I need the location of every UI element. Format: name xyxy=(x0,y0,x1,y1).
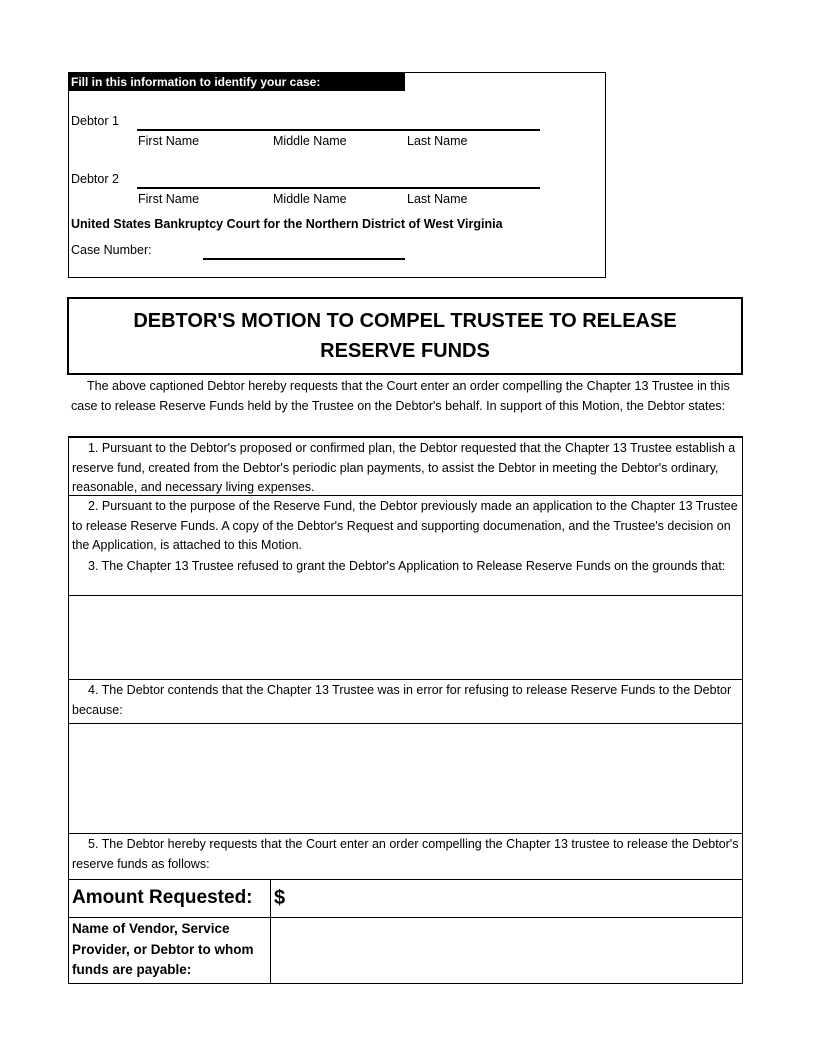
vendor-label: Name of Vendor, Service Provider, or Debtor to whom funds are payable: xyxy=(72,921,254,977)
debtor1-middle-name-label: Middle Name xyxy=(273,134,347,148)
intro-paragraph: The above captioned Debtor hereby requests that the Court enter an order compelling the Chapter 13 Trustee in this case to release Reserve Funds held by the Trustee on the Debtor's behalf. In support of this Motion, the Debtor states: xyxy=(71,379,730,413)
paragraph-5: 5. The Debtor hereby requests that the Court enter an order compelling the Chapter 13 trustee to release the Debtor's reserve funds as follows: xyxy=(72,837,739,871)
reason-answer-field[interactable] xyxy=(68,723,743,834)
case-number-label: Case Number: xyxy=(71,243,152,257)
debtor1-label: Debtor 1 xyxy=(71,114,119,128)
document-title: DEBTOR'S MOTION TO COMPEL TRUSTEE TO RELEASE RESERVE FUNDS xyxy=(67,297,743,375)
case-number-field[interactable] xyxy=(203,258,405,260)
amount-requested-field[interactable] xyxy=(270,879,743,918)
debtor1-first-name-label: First Name xyxy=(138,134,200,148)
debtor1-last-name-label: Last Name xyxy=(407,134,468,148)
debtor2-label: Debtor 2 xyxy=(71,172,119,186)
dollar-sign: $ xyxy=(274,887,286,909)
debtor2-last-name-label: Last Name xyxy=(407,192,468,206)
paragraph-2: 2. Pursuant to the purpose of the Reserve Fund, the Debtor previously made an application to the Chapter 13 Trustee to release Reserve Funds. A copy of the Debtor's Request and supporting documenation, and the Trustee's decision on the Application, is attached to this Motion. xyxy=(72,499,738,552)
paragraph-4: 4. The Debtor contends that the Chapter 13 Trustee was in error for refusing to release Reserve Funds to the Debtor because: xyxy=(72,683,732,717)
paragraph-1-cell xyxy=(68,436,743,496)
paragraph-4-cell xyxy=(68,679,743,724)
vendor-name-field[interactable] xyxy=(270,917,743,984)
debtor2-name-field[interactable] xyxy=(137,187,540,189)
debtor1-name-field[interactable] xyxy=(137,129,540,131)
case-info-header: Fill in this information to identify your case: xyxy=(68,73,405,91)
paragraph-3: 3. The Chapter 13 Trustee refused to grant the Debtor's Application to Release Reserve Funds on the grounds that: xyxy=(88,558,726,573)
grounds-answer-field[interactable] xyxy=(68,595,743,680)
debtor2-first-name-label: First Name xyxy=(138,192,200,206)
amount-label-cell xyxy=(68,879,271,918)
debtor2-middle-name-label: Middle Name xyxy=(273,192,347,206)
court-name: United States Bankruptcy Court for the Northern District of West Virginia xyxy=(71,217,503,231)
paragraph-2-3-cell xyxy=(68,495,743,596)
amount-requested-label: Amount Requested: xyxy=(72,887,253,908)
paragraph-1: 1. Pursuant to the Debtor's proposed or confirmed plan, the Debtor requested that the Chapter 13 Trustee establish a reserve fund, created from the Debtor's periodic plan payments, to assist the Debtor in meeting the Debtor's ordinary, reasonable, and necessary living expenses. xyxy=(72,441,736,494)
vendor-label-cell xyxy=(68,917,271,984)
paragraph-5-cell xyxy=(68,833,743,880)
